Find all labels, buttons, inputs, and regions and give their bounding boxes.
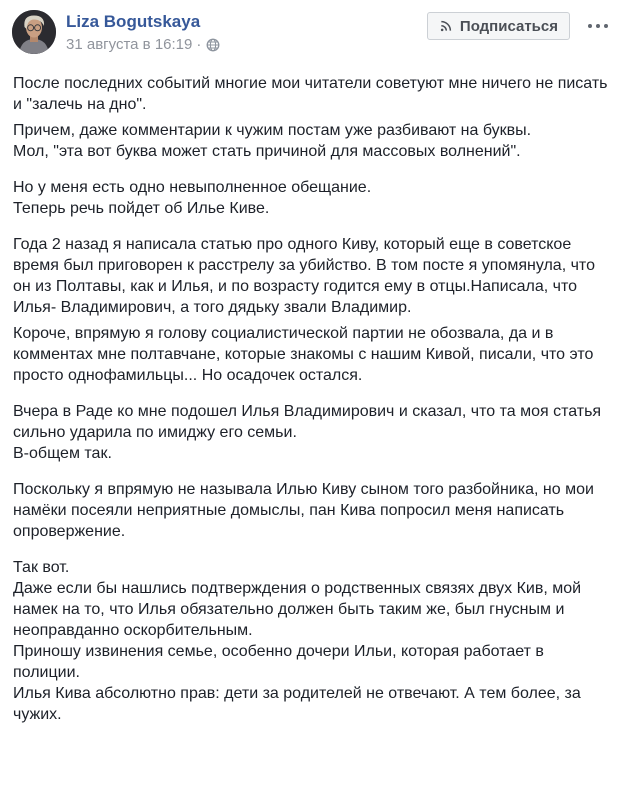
dot	[604, 24, 608, 28]
subscribe-label: Подписаться	[459, 17, 558, 35]
post-content	[0, 54, 622, 725]
dot	[588, 24, 592, 28]
more-options-button[interactable]	[586, 20, 610, 32]
post-paragraph: Но у меня есть одно невыполненное обещание. Теперь речь пойдет об Илье Киве.	[13, 179, 372, 217]
author-name-link[interactable]: Liza Bogutskaya	[66, 12, 201, 31]
post-header	[0, 0, 622, 54]
avatar-portrait-image	[12, 10, 56, 54]
post-section	[13, 234, 609, 386]
post-section	[13, 73, 609, 162]
post-paragraph: После последних событий многие мои читатели советуют мне ничего не писать и "залечь на дно".	[13, 75, 608, 113]
post-paragraph: Поскольку я впрямую не называла Илью Киву сыном того разбойника, но мои намёки посеяли неприятные домыслы, пан Кива попросил меня написать опровержение.	[13, 481, 594, 540]
post-paragraph: Года 2 назад я написала статью про одного Киву, который еще в советское время был приговорен к расстрелу за убийство. В том посте я упомянула, что он из Полтавы, как и Илья, и по возрасту годится ему в отцы.Написала, что Илья- Владимирович, а того дядьку звали Владимир.	[13, 236, 595, 316]
header-actions	[427, 10, 610, 40]
post-section	[13, 401, 609, 464]
globe-privacy-icon	[206, 38, 220, 52]
post-meta	[66, 10, 220, 54]
avatar[interactable]	[12, 10, 56, 54]
timestamp-link[interactable]: 31 августа в 16:19	[66, 36, 193, 53]
rss-icon	[439, 19, 453, 33]
post-paragraph: Вчера в Раде ко мне подошел Илья Владимирович и сказал, что та моя статья сильно ударила по имиджу его семьи. В-общем так.	[13, 403, 602, 462]
dot	[596, 24, 600, 28]
post-subline	[66, 35, 220, 54]
post-paragraph: Причем, даже комментарии к чужим постам уже разбивают на буквы. Мол, "эта вот буква может стать причиной для массовых волнений".	[13, 122, 532, 160]
subscribe-button[interactable]	[427, 12, 570, 40]
post-paragraph: Короче, впрямую я голову социалистической партии не обозвала, да и в комментах мне полтавчане, которые знакомы с нашим Кивой, писали, что это просто однофамильцы... Но осадочек остался.	[13, 325, 594, 384]
meta-separator: ·	[196, 36, 202, 53]
post-section	[13, 177, 609, 219]
post-section	[13, 557, 609, 725]
post-paragraph: Так вот. Даже если бы нашлись подтверждения о родственных связях двух Кив, мой намек на то, что Илья обязательно должен быть таким же, был гнусным и неоправданно оскорбительным. Приношу извинения семье, особенно дочери Ильи, которая работает в полиции. Илья Кива абсолютно прав: дети за родителей не отвечают. А тем более, за чужих.	[13, 559, 582, 723]
post-section	[13, 479, 609, 542]
